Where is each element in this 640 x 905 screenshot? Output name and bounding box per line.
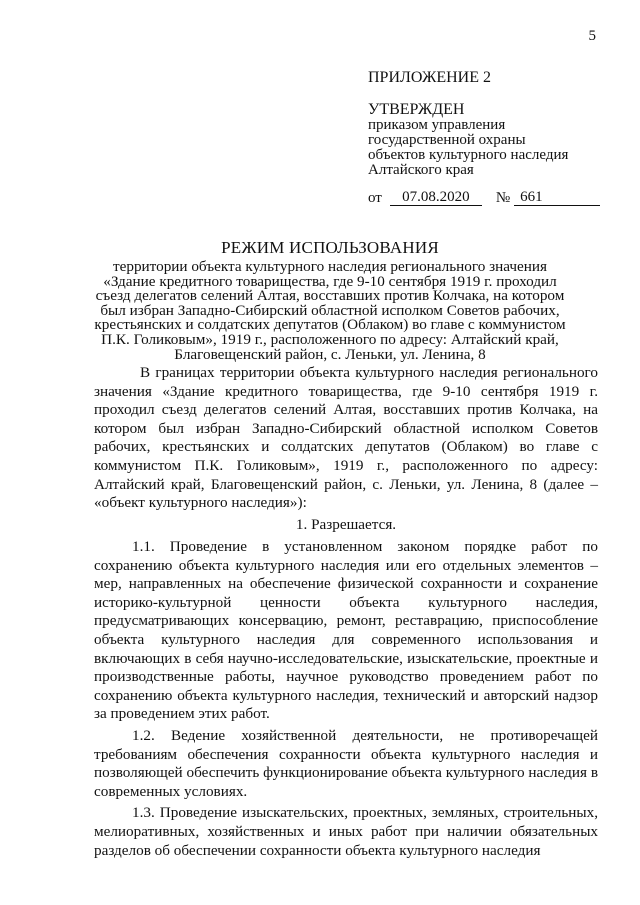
order-line <box>368 190 608 206</box>
subtitle-line: был избран Западно-Сибирский областной исполком Советов рабочих, <box>100 301 560 319</box>
approval-line: Алтайского края <box>368 162 474 178</box>
approval-block <box>368 70 608 206</box>
title-block <box>60 238 600 362</box>
page-number: 5 <box>588 28 596 44</box>
subtitle-line: съезд делегатов селений Алтая, восставших против Колчака, на котором <box>95 287 565 305</box>
list-item: 1.1. Проведение в установленном законом порядке работ по сохранению объекта культурного наследия или его отдельных элементов – мер, направленных на обеспечение физической сохранности и сохранение историко-культурной ценности объекта культурного наследия, предусматривающих консервацию, ремонт, реставрацию, приспособление объекта культурного наследия для современного использования и включающих в себя научно-исследовательские, изыскательские, проектные и производственные работы, научное руководство проведением работ по сохранению объекта культурного наследия, технический и авторский надзор за проведением этих работ. <box>94 538 598 723</box>
approval-line: приказом управления <box>368 117 506 133</box>
order-date: 07.08.2020 <box>390 190 482 206</box>
section-heading: 1. Разрешается. <box>295 516 397 533</box>
subtitle-line: крестьянских и солдатских депутатов (Облаком) во главе с коммунистом <box>94 316 566 334</box>
subtitle-line: «Здание кредитного товарищества, где 9-10 сентября 1919 г. проходил <box>103 272 557 290</box>
list-item: 1.3. Проведение изыскательских, проектных, земляных, строительных, мелиоративных, хозяйственных и иных работ при наличии обязательных разделов об обеспечении сохранности объекта культурного наследия <box>94 804 598 859</box>
order-number: 661 <box>514 190 600 206</box>
intro-paragraph: В границах территории объекта культурного наследия регионального значения «Здание кредитного товарищества, где 9-10 сентября 1919 г. проходил съезд делегатов селений Алтая, восставших против Колчака, на котором был избран Западно-Сибирский областной исполком Советов рабочих, крестьянских и солдатских депутатов (Облаком) во главе с коммунистом П.К. Голиковым», 1919 г., расположенного по адресу: Алтайский край, Благовещенский район, с. Леньки, ул. Ленина, 8 (далее – «объект культурного наследия»): <box>94 364 598 512</box>
number-label: № <box>495 190 511 206</box>
from-label: от <box>368 190 382 206</box>
approved-label: УТВЕРЖДЕН <box>368 101 465 118</box>
subtitle-line: П.К. Голиковым», 1919 г., расположенного по адресу: Алтайский край, <box>101 330 559 348</box>
approval-line: государственной охраны <box>368 132 526 148</box>
appendix-label: ПРИЛОЖЕНИЕ 2 <box>368 69 492 86</box>
approval-line: объектов культурного наследия <box>368 147 569 163</box>
subtitle-line: Благовещенский район, с. Леньки, ул. Ленина, 8 <box>174 345 486 363</box>
list-item: 1.2. Ведение хозяйственной деятельности, не противоречащей требованиям обеспечения сохранности объекта культурного наследия и позволяющей обеспечить функционирование объекта культурного наследия в современных условиях. <box>94 726 598 800</box>
document-title: РЕЖИМ ИСПОЛЬЗОВАНИЯ <box>221 238 439 257</box>
subtitle <box>60 260 600 362</box>
items-list <box>94 538 598 860</box>
subtitle-line: территории объекта культурного наследия регионального значения <box>112 258 548 275</box>
